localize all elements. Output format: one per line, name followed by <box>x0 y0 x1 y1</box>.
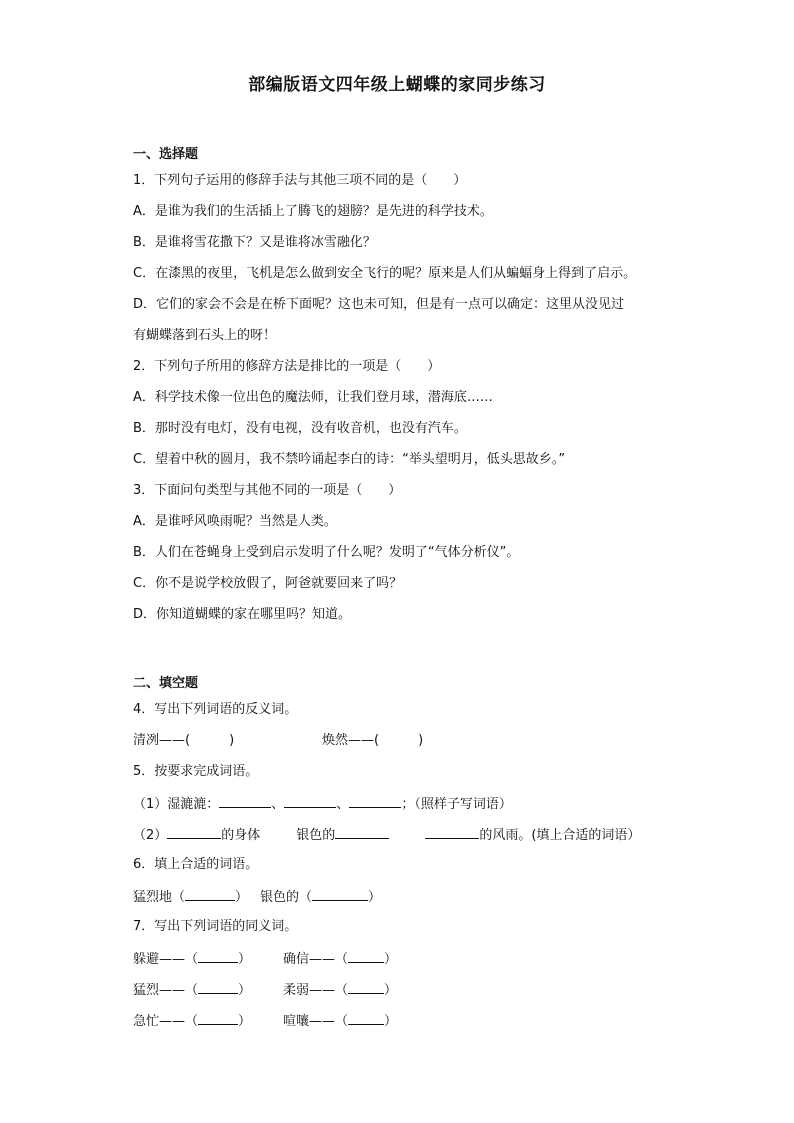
separator: 、 <box>271 797 285 812</box>
answer-blank[interactable] <box>348 1011 384 1025</box>
q5-stem: 5．按要求完成词语。 <box>133 764 259 779</box>
q5-line1-prefix: （1）湿漉漉： <box>133 797 220 812</box>
answer-blank[interactable] <box>185 887 235 901</box>
separator: 、 <box>336 797 350 812</box>
answer-blank[interactable] <box>198 949 238 963</box>
answer-blank[interactable] <box>198 1011 238 1025</box>
answer-blank[interactable] <box>219 794 271 808</box>
q4-stem: 4．写出下列词语的反义词。 <box>133 702 298 717</box>
section-heading-fill: 二、填空题 <box>133 676 199 691</box>
q3-option-a: A．是谁呼风唤雨呢？当然是人类。 <box>133 514 337 529</box>
answer-blank[interactable] <box>348 980 384 994</box>
q4-item-2: 焕然——( ) <box>322 733 424 748</box>
close-paren: ） <box>238 952 252 967</box>
q2-option-b: B．那时没有电灯，没有电视，没有收音机，也没有汽车。 <box>133 421 467 436</box>
q7-word: 猛烈——（ <box>133 983 199 998</box>
q7-row <box>133 949 397 969</box>
answer-blank[interactable] <box>198 980 238 994</box>
answer-blank[interactable] <box>312 887 368 901</box>
q5-word-3: 的风雨。(填上合适的词语） <box>479 828 641 843</box>
q6-items <box>133 887 381 907</box>
q6-item1-suffix: ） <box>235 890 249 905</box>
q5-line2-prefix: （2） <box>133 828 168 843</box>
q7-stem: 7．写出下列词语的同义词。 <box>133 919 298 934</box>
q7-word: 确信——（ <box>283 952 349 967</box>
q5-line-1 <box>133 794 512 814</box>
close-paren: ） <box>384 1014 398 1029</box>
q7-word: 躲避——（ <box>133 952 199 967</box>
q5-line1-suffix: ；（照样子写词语） <box>401 797 512 812</box>
q2-option-a: A．科学技术像一位出色的魔法师，让我们登月球，潜海底…… <box>133 390 493 405</box>
q1-option-a: A．是谁为我们的生活插上了腾飞的翅膀？是先进的科学技术。 <box>133 204 493 219</box>
answer-blank[interactable] <box>335 825 389 839</box>
answer-blank[interactable] <box>425 825 479 839</box>
q6-item2-suffix: ） <box>368 890 382 905</box>
q4-item-1: 清冽——( ) <box>133 733 235 748</box>
q5-line-2 <box>133 825 640 845</box>
q3-option-c: C．你不是说学校放假了，阿爸就要回来了吗？ <box>133 576 403 591</box>
q7-word: 急忙——（ <box>133 1014 199 1029</box>
answer-blank[interactable] <box>167 825 221 839</box>
q1-option-d-line2: 有蝴蝶落到石头上的呀！ <box>133 328 277 343</box>
q7-word: 喧嚷——（ <box>283 1014 349 1029</box>
q5-word-2: 银色的 <box>296 828 336 843</box>
answer-blank[interactable] <box>284 794 336 808</box>
q1-stem: 1．下列句子运用的修辞手法与其他三项不同的是（ ） <box>133 173 467 188</box>
page-title: 部编版语文四年级上蝴蝶的家同步练习 <box>248 75 546 95</box>
q7-row <box>133 980 397 1000</box>
q2-option-c: C．望着中秋的圆月，我不禁吟诵起李白的诗：“举头望明月，低头思故乡。” <box>133 452 566 467</box>
q7-word: 柔弱——（ <box>283 983 349 998</box>
q1-option-b: B．是谁将雪花撒下？又是谁将冰雪融化？ <box>133 235 376 250</box>
q3-option-d: D．你知道蝴蝶的家在哪里吗？知道。 <box>133 607 352 622</box>
q1-option-d-line1: D．它们的家会不会是在桥下面呢？这也未可知，但是有一点可以确定：这里从没见过 <box>133 297 625 312</box>
q6-item1-prefix: 猛烈地（ <box>133 890 186 905</box>
answer-blank[interactable] <box>349 794 401 808</box>
q5-word-1: 的身体 <box>221 828 261 843</box>
close-paren: ） <box>384 952 398 967</box>
answer-blank[interactable] <box>348 949 384 963</box>
close-paren: ） <box>238 983 252 998</box>
close-paren: ） <box>238 1014 252 1029</box>
section-heading-choice: 一、选择题 <box>133 147 199 162</box>
q3-stem: 3．下面问句类型与其他不同的一项是（ ） <box>133 483 402 498</box>
q3-option-b: B．人们在苍蝇身上受到启示发明了什么呢？发明了“气体分析仪”。 <box>133 545 520 560</box>
q1-option-c: C．在漆黑的夜里，飞机是怎么做到安全飞行的呢？原来是人们从蝙蝠身上得到了启示。 <box>133 266 637 281</box>
q6-stem: 6．填上合适的词语。 <box>133 857 259 872</box>
q6-item2-prefix: 银色的（ <box>260 890 313 905</box>
q7-row <box>133 1011 397 1031</box>
close-paren: ） <box>384 983 398 998</box>
q2-stem: 2．下列句子所用的修辞方法是排比的一项是（ ） <box>133 359 441 374</box>
